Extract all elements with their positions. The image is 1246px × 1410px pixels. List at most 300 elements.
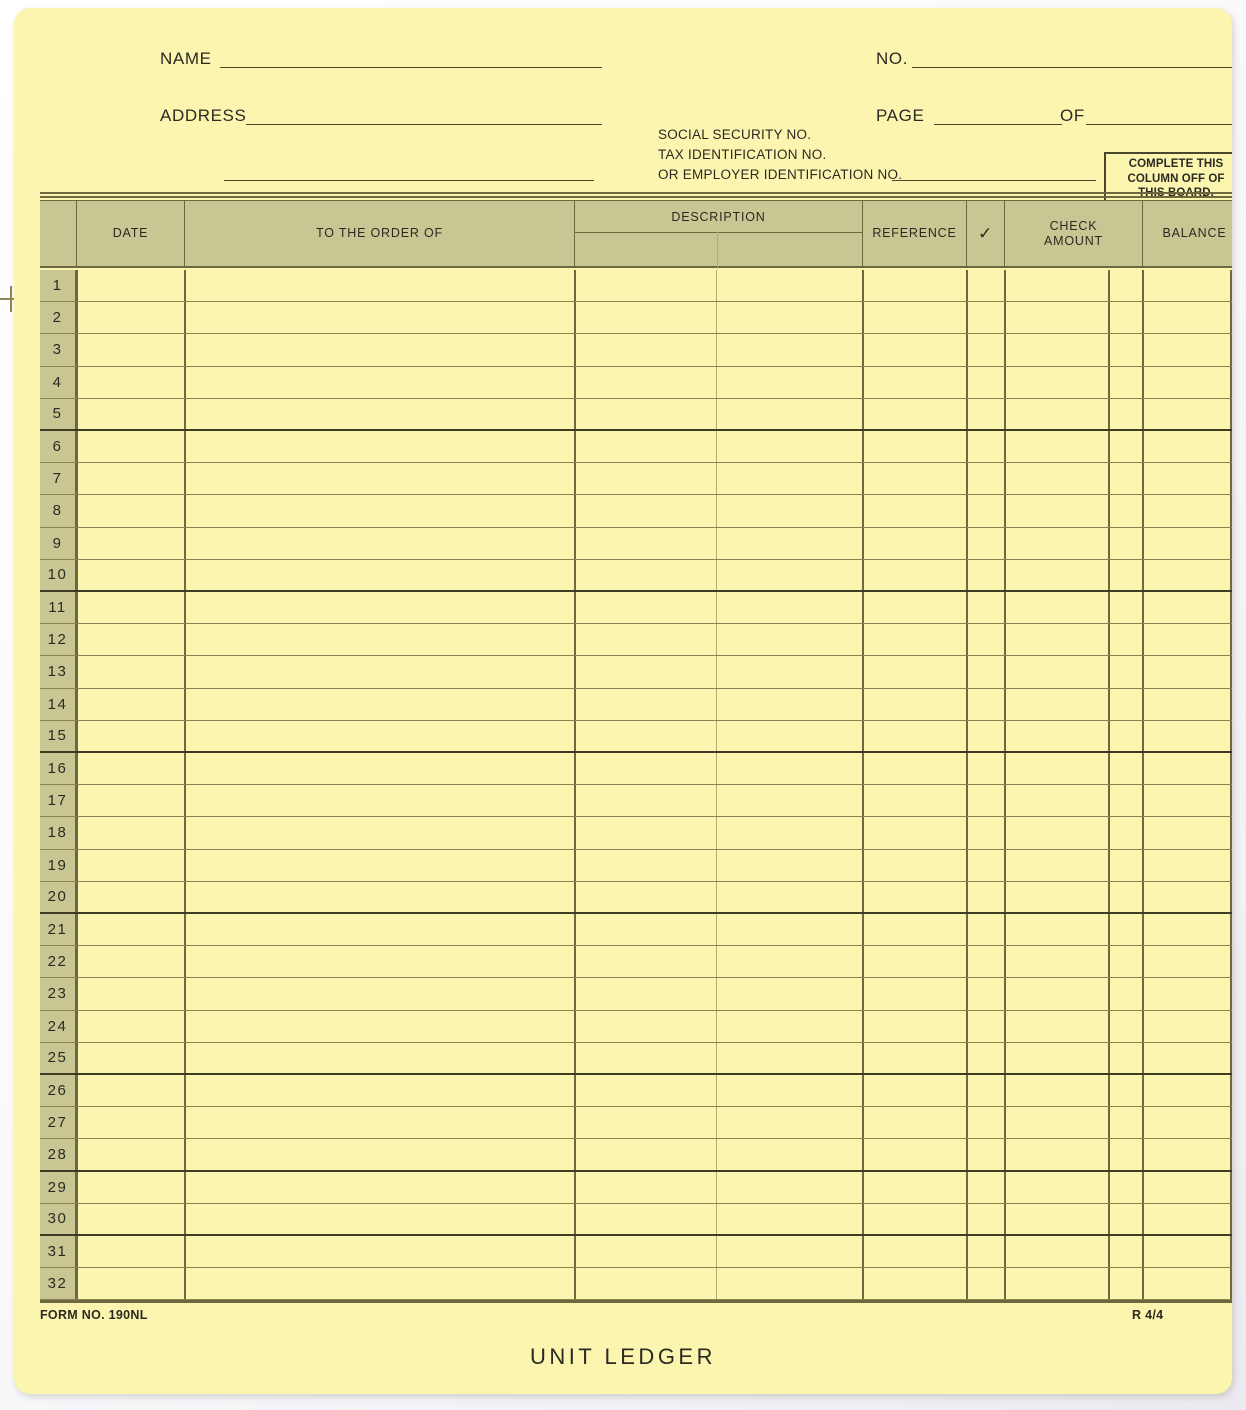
column-divider: [716, 270, 717, 301]
column-divider: [716, 334, 717, 365]
column-divider: [1004, 463, 1006, 494]
column-divider: [1108, 1172, 1110, 1203]
column-divider: [966, 560, 968, 590]
column-divider: [574, 753, 576, 784]
revision-code: R 4/4: [1132, 1308, 1164, 1322]
column-divider: [1108, 1236, 1110, 1267]
column-divider: [1004, 560, 1006, 590]
column-divider: [716, 528, 717, 559]
column-divider: [716, 721, 717, 751]
column-divider: [574, 334, 576, 365]
name-input[interactable]: [220, 67, 602, 68]
column-divider: [76, 1011, 78, 1042]
column-divider: [1142, 1204, 1144, 1234]
column-divider: [1142, 399, 1144, 429]
column-divider: [1142, 721, 1144, 751]
column-divider: [966, 689, 968, 720]
column-divider: [1004, 850, 1006, 881]
column-divider: [716, 817, 717, 848]
column-divider: [1230, 1011, 1232, 1042]
column-divider: [716, 560, 717, 590]
row-number: 1: [40, 270, 76, 301]
row-number: 6: [40, 431, 76, 462]
column-divider: [1004, 302, 1006, 333]
column-divider: [1108, 528, 1110, 559]
of-label: OF: [1060, 106, 1085, 125]
column-divider: [184, 1172, 186, 1203]
column-divider: [76, 270, 78, 301]
table-row[interactable]: [40, 914, 1232, 946]
check-amount-label-line2: AMOUNT: [1044, 233, 1103, 248]
table-row[interactable]: [40, 624, 1232, 656]
column-divider: [966, 1075, 968, 1106]
column-divider: [184, 528, 186, 559]
row-number: 24: [40, 1011, 76, 1042]
column-divider: [574, 1043, 576, 1073]
column-divider: [716, 753, 717, 784]
col-header-check-amount: [1004, 201, 1142, 266]
column-divider: [184, 1011, 186, 1042]
address-input-line2[interactable]: [224, 180, 594, 181]
column-divider: [966, 592, 968, 623]
callout-line-2: COLUMN OFF OF: [1127, 172, 1225, 185]
column-divider: [1230, 367, 1232, 398]
column-divider: [1004, 1204, 1006, 1234]
column-divider: [862, 624, 864, 655]
row-number: 20: [40, 882, 76, 912]
column-divider: [1142, 914, 1144, 945]
table-row[interactable]: [40, 495, 1232, 527]
column-divider: [862, 367, 864, 398]
table-row[interactable]: [40, 689, 1232, 721]
column-divider: [1108, 431, 1110, 462]
column-divider: [184, 270, 186, 301]
column-divider: [184, 592, 186, 623]
column-divider: [862, 785, 864, 816]
column-divider: [1004, 1107, 1006, 1138]
column-divider: [1004, 367, 1006, 398]
row-number: 26: [40, 1075, 76, 1106]
row-number: 16: [40, 753, 76, 784]
table-top-rule-outer: [40, 192, 1232, 194]
column-divider: [1142, 560, 1144, 590]
column-divider: [1108, 1043, 1110, 1073]
column-divider: [1142, 817, 1144, 848]
column-divider: [862, 495, 864, 526]
row-number: 19: [40, 850, 76, 881]
column-divider: [1004, 1043, 1006, 1073]
column-divider: [184, 850, 186, 881]
table-row[interactable]: [40, 946, 1232, 978]
column-divider: [1004, 1172, 1006, 1203]
table-row[interactable]: [40, 399, 1232, 431]
column-divider: [1108, 1107, 1110, 1138]
column-divider: [184, 946, 186, 977]
column-divider: [76, 914, 78, 945]
column-divider: [1230, 656, 1232, 687]
address-input[interactable]: [246, 124, 602, 125]
column-divider: [1230, 689, 1232, 720]
column-divider: [966, 528, 968, 559]
column-divider: [1142, 1075, 1144, 1106]
column-divider: [1004, 1075, 1006, 1106]
table-row[interactable]: [40, 1107, 1232, 1139]
column-divider: [574, 367, 576, 398]
column-divider: [966, 753, 968, 784]
column-divider: [862, 560, 864, 590]
column-divider: [1108, 978, 1110, 1009]
column-divider: [184, 1204, 186, 1234]
column-divider: [184, 1268, 186, 1299]
column-divider: [1230, 1236, 1232, 1267]
column-divider: [1230, 302, 1232, 333]
column-divider: [716, 882, 717, 912]
column-divider: [1142, 270, 1144, 301]
column-divider: [862, 528, 864, 559]
column-divider: [966, 1172, 968, 1203]
column-divider: [716, 624, 717, 655]
column-divider: [862, 914, 864, 945]
column-divider: [716, 1011, 717, 1042]
column-divider: [1230, 270, 1232, 301]
column-divider: [1230, 1268, 1232, 1299]
column-divider: [76, 689, 78, 720]
column-divider: [1004, 882, 1006, 912]
column-divider: [1108, 721, 1110, 751]
column-divider: [1004, 399, 1006, 429]
column-divider: [1142, 431, 1144, 462]
column-divider: [1108, 1204, 1110, 1234]
column-divider: [76, 785, 78, 816]
column-divider: [966, 850, 968, 881]
row-number: 13: [40, 656, 76, 687]
column-divider: [574, 463, 576, 494]
column-divider: [1108, 334, 1110, 365]
column-divider: [862, 1204, 864, 1234]
row-number: 7: [40, 463, 76, 494]
column-divider: [1004, 978, 1006, 1009]
page-input[interactable]: [934, 124, 1062, 125]
column-divider: [1230, 399, 1232, 429]
column-divider: [574, 1172, 576, 1203]
table-row[interactable]: [40, 431, 1232, 463]
column-divider: [716, 1139, 717, 1169]
column-divider: [76, 656, 78, 687]
ledger-sheet: [14, 8, 1232, 1394]
column-divider: [966, 1268, 968, 1299]
page-label: PAGE: [876, 106, 925, 125]
column-divider: [574, 721, 576, 751]
column-divider: [76, 1107, 78, 1138]
table-row[interactable]: [40, 785, 1232, 817]
table-row[interactable]: [40, 560, 1232, 592]
ssn-label-line1: SOCIAL SECURITY NO.: [658, 127, 812, 142]
row-number: 30: [40, 1204, 76, 1234]
table-row[interactable]: [40, 302, 1232, 334]
column-divider: [862, 817, 864, 848]
row-number: 12: [40, 624, 76, 655]
column-divider: [574, 850, 576, 881]
column-divider: [184, 431, 186, 462]
col-header-order-of: TO THE ORDER OF: [184, 201, 574, 266]
column-divider: [716, 463, 717, 494]
table-row[interactable]: [40, 753, 1232, 785]
column-divider: [184, 495, 186, 526]
column-divider: [184, 463, 186, 494]
column-divider: [862, 689, 864, 720]
table-row[interactable]: [40, 334, 1232, 366]
table-row[interactable]: [40, 1043, 1232, 1075]
column-divider: [76, 978, 78, 1009]
column-divider: [184, 560, 186, 590]
ledger-table: [40, 192, 1232, 1300]
column-divider: [716, 495, 717, 526]
column-divider: [184, 367, 186, 398]
column-divider: [966, 1107, 968, 1138]
column-divider: [862, 1268, 864, 1299]
column-divider: [966, 431, 968, 462]
column-divider: [574, 1204, 576, 1234]
of-input[interactable]: [1086, 124, 1232, 125]
column-divider: [1108, 753, 1110, 784]
column-divider: [1108, 914, 1110, 945]
column-divider: [76, 1139, 78, 1169]
column-divider: [184, 1236, 186, 1267]
column-divider: [1004, 1236, 1006, 1267]
row-number: 18: [40, 817, 76, 848]
table-row[interactable]: [40, 1075, 1232, 1107]
column-divider: [1142, 656, 1144, 687]
column-divider: [184, 1043, 186, 1073]
form-number: FORM NO. 190NL: [40, 1308, 148, 1322]
column-divider: [1004, 334, 1006, 365]
column-divider: [574, 914, 576, 945]
column-divider: [716, 689, 717, 720]
column-divider: [966, 785, 968, 816]
column-divider: [716, 1075, 717, 1106]
column-divider: [1142, 946, 1144, 977]
column-divider: [1004, 689, 1006, 720]
column-divider: [862, 1107, 864, 1138]
column-divider: [716, 850, 717, 881]
table-row[interactable]: [40, 1268, 1232, 1300]
column-divider: [1004, 270, 1006, 301]
column-divider: [76, 495, 78, 526]
table-row[interactable]: [40, 1236, 1232, 1268]
column-divider: [966, 817, 968, 848]
column-divider: [574, 495, 576, 526]
column-divider: [1108, 270, 1110, 301]
column-divider: [184, 882, 186, 912]
column-divider: [966, 334, 968, 365]
column-divider: [1230, 1139, 1232, 1169]
column-divider: [862, 270, 864, 301]
column-divider: [574, 1107, 576, 1138]
column-divider: [716, 431, 717, 462]
column-divider: [1108, 656, 1110, 687]
column-divider: [966, 882, 968, 912]
row-number: 14: [40, 689, 76, 720]
column-divider: [1108, 592, 1110, 623]
column-divider: [1004, 1268, 1006, 1299]
column-divider: [184, 753, 186, 784]
row-number: 3: [40, 334, 76, 365]
callout-line-1: COMPLETE THIS: [1128, 158, 1224, 170]
column-divider: [862, 1043, 864, 1073]
table-row[interactable]: [40, 817, 1232, 849]
column-divider: [1230, 334, 1232, 365]
column-divider: [1230, 850, 1232, 881]
column-divider: [862, 431, 864, 462]
column-divider: [76, 463, 78, 494]
table-row[interactable]: [40, 528, 1232, 560]
column-divider: [1230, 431, 1232, 462]
column-divider: [1108, 495, 1110, 526]
column-divider: [1230, 721, 1232, 751]
row-number: 31: [40, 1236, 76, 1267]
column-divider: [1230, 914, 1232, 945]
column-divider: [1108, 1268, 1110, 1299]
column-divider: [76, 1043, 78, 1073]
column-divider: [1142, 528, 1144, 559]
column-divider: [966, 367, 968, 398]
column-divider: [574, 560, 576, 590]
column-divider: [76, 367, 78, 398]
table-row[interactable]: [40, 1011, 1232, 1043]
column-divider: [966, 656, 968, 687]
table-row[interactable]: [40, 850, 1232, 882]
column-divider: [1004, 431, 1006, 462]
column-divider: [574, 1011, 576, 1042]
check-amount-label-line1: CHECK: [1049, 218, 1098, 233]
column-divider: [76, 302, 78, 333]
column-divider: [862, 1011, 864, 1042]
row-number: 29: [40, 1172, 76, 1203]
column-divider: [1142, 753, 1144, 784]
column-divider: [184, 399, 186, 429]
table-row[interactable]: [40, 882, 1232, 914]
table-row[interactable]: [40, 1204, 1232, 1236]
row-number: 28: [40, 1139, 76, 1169]
column-divider: [716, 656, 717, 687]
column-divider: [716, 1268, 717, 1299]
column-divider: [966, 1236, 968, 1267]
column-divider: [1142, 1172, 1144, 1203]
column-divider: [76, 946, 78, 977]
column-divider: [1004, 946, 1006, 977]
table-row[interactable]: [40, 1172, 1232, 1204]
column-divider: [574, 624, 576, 655]
column-divider: [1004, 624, 1006, 655]
column-divider: [862, 1172, 864, 1203]
column-divider: [966, 399, 968, 429]
column-divider: [1142, 302, 1144, 333]
column-divider: [1108, 463, 1110, 494]
column-divider: [966, 302, 968, 333]
column-divider: [862, 946, 864, 977]
column-divider: [1142, 850, 1144, 881]
column-divider: [574, 1075, 576, 1106]
column-divider: [1108, 560, 1110, 590]
column-divider: [1230, 495, 1232, 526]
column-divider: [716, 1107, 717, 1138]
row-number: 17: [40, 785, 76, 816]
column-divider: [716, 592, 717, 623]
column-divider: [574, 946, 576, 977]
column-divider: [716, 946, 717, 977]
description-subcolumn-divider: [717, 232, 718, 269]
column-divider: [716, 1204, 717, 1234]
table-row[interactable]: [40, 978, 1232, 1010]
column-divider: [1142, 882, 1144, 912]
column-divider: [1108, 689, 1110, 720]
column-divider: [184, 1075, 186, 1106]
table-row[interactable]: [40, 367, 1232, 399]
row-number: 23: [40, 978, 76, 1009]
col-header-balance: BALANCE: [1142, 201, 1232, 266]
table-row[interactable]: [40, 270, 1232, 302]
column-divider: [1004, 753, 1006, 784]
column-divider: [1108, 785, 1110, 816]
column-divider: [966, 463, 968, 494]
column-divider: [1108, 624, 1110, 655]
column-divider: [1142, 1236, 1144, 1267]
table-row[interactable]: [40, 656, 1232, 688]
table-header-row: [40, 200, 1232, 268]
column-divider: [184, 914, 186, 945]
row-number: 22: [40, 946, 76, 977]
column-divider: [1230, 1075, 1232, 1106]
column-divider: [76, 334, 78, 365]
column-divider: [1230, 528, 1232, 559]
column-divider: [1142, 334, 1144, 365]
column-divider: [1004, 528, 1006, 559]
column-divider: [862, 399, 864, 429]
column-divider: [716, 785, 717, 816]
column-divider: [184, 1139, 186, 1169]
column-divider: [76, 721, 78, 751]
employer-id-input[interactable]: [892, 180, 1096, 181]
column-divider: [1230, 1204, 1232, 1234]
row-number: 9: [40, 528, 76, 559]
row-number: 5: [40, 399, 76, 429]
row-number: 11: [40, 592, 76, 623]
no-input[interactable]: [912, 67, 1232, 68]
column-divider: [1230, 785, 1232, 816]
column-divider: [76, 882, 78, 912]
column-divider: [1230, 1172, 1232, 1203]
column-divider: [966, 721, 968, 751]
row-number: 4: [40, 367, 76, 398]
row-number: 27: [40, 1107, 76, 1138]
column-divider: [1108, 817, 1110, 848]
employer-id-label-line3: OR EMPLOYER IDENTIFICATION NO.: [658, 167, 903, 182]
column-divider: [1230, 1043, 1232, 1073]
column-divider: [716, 978, 717, 1009]
column-divider: [1230, 592, 1232, 623]
column-divider: [1230, 560, 1232, 590]
table-row[interactable]: [40, 1139, 1232, 1171]
row-number: 25: [40, 1043, 76, 1073]
table-row[interactable]: [40, 721, 1232, 753]
row-number: 2: [40, 302, 76, 333]
column-divider: [1142, 978, 1144, 1009]
table-row[interactable]: [40, 592, 1232, 624]
column-divider: [966, 270, 968, 301]
table-row[interactable]: [40, 463, 1232, 495]
column-divider: [966, 624, 968, 655]
column-divider: [574, 592, 576, 623]
